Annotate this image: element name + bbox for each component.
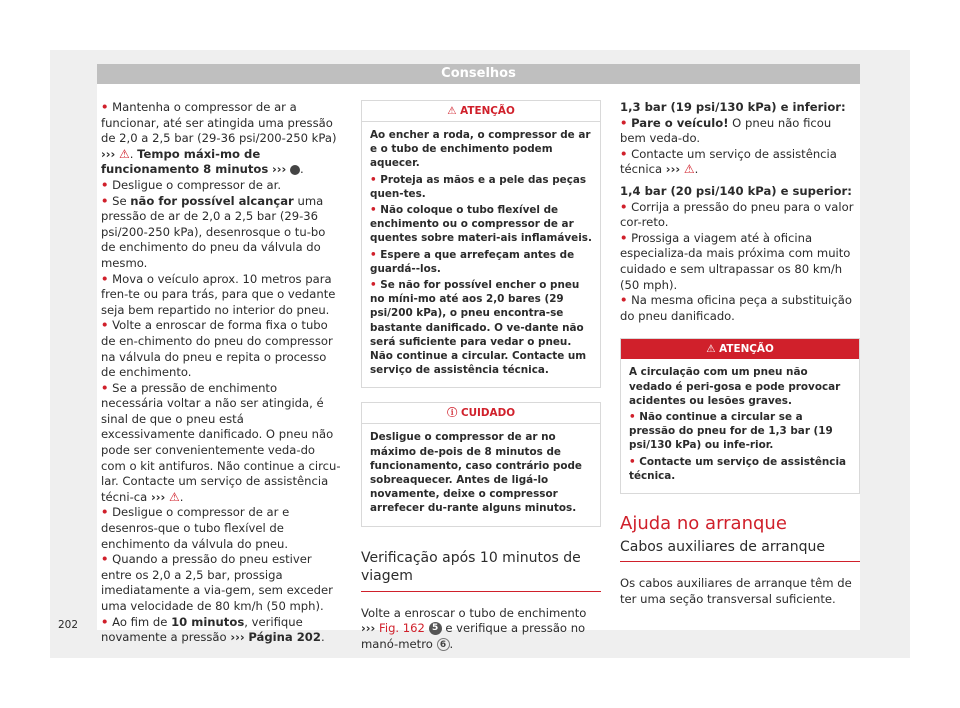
- list-item: • Quando a pressão do pneu estiver entre os 2,0 a 2,5 bar, prossiga imediatamente a via-gem, sem exceder uma velocidade de 80 km/h (50 mph).: [101, 552, 333, 613]
- warning-triangle-icon: ⚠: [447, 105, 457, 117]
- bullet-icon: •: [101, 552, 109, 567]
- warning-box-header: ⚠ ATENÇÃO: [362, 101, 600, 122]
- warning-triangle-icon[interactable]: ⚠: [683, 162, 695, 177]
- callout-number: 5: [429, 622, 442, 635]
- list-item: • Não continue a circular se a pressão do pneu for de 1,3 bar (19 psi/130 kPa) ou infe-rior.: [629, 410, 833, 452]
- list-item: • Espere a que arrefeçam antes de guardá--los.: [370, 248, 575, 275]
- list-item: • Proteja as mãos e a pele das peças quen-tes.: [370, 173, 587, 200]
- callout-number: 6: [437, 638, 450, 651]
- chapter-title: Ajuda no arranque: [620, 512, 787, 534]
- info-icon[interactable]: [290, 165, 300, 175]
- list-item: • Se não for possível encher o pneu no míni-mo até aos 2,0 bares (29 psi/200 kPa), o pneu encontra-se bastante danificado. O ve-dante não será suficiente para vedar o pneu. Não continue a circular. Contacte um serviço de assistência técnica.: [370, 279, 587, 377]
- bullet-icon: •: [101, 271, 109, 286]
- warning-box: ⚠ ATENÇÃO A circulação com um pneu não vedado é peri-gosa e pode provocar acidentes ou lesões graves. • Não continue a circular se a pressão do pneu for de 1,3 bar (19 psi/130 kPa) ou infe-rior. • Contacte um serviço de assistência técnica.: [620, 338, 860, 494]
- bullet-icon: •: [101, 614, 109, 629]
- list-item: • Se a pressão de enchimento necessária voltar a não ser atingida, é sinal de que o pneu está excessivamente danificado. O pneu não pode ser convenientemente veda-do com o kit antifuros. Não continue a circu-lar. Contacte um serviço de assistência técni-ca ››› ⚠.: [101, 380, 341, 504]
- caution-box-header: ⓘ CUIDADO: [362, 403, 600, 424]
- section-title: Cabos auxiliares de arranque: [620, 540, 860, 563]
- warning-triangle-icon: ⚠: [706, 343, 716, 356]
- column-2: [361, 100, 601, 652]
- paragraph: Volte a enroscar o tubo de enchimento ››› Fig. 162 5 e verifique a pressão no manó-metro 6 .: [361, 605, 587, 651]
- list-item: • Na mesma oficina peça a substituição do pneu danificado.: [620, 293, 852, 323]
- subheading: 1,3 bar (19 psi/130 kPa) e inferior:: [620, 100, 846, 114]
- caution-box: ⓘ CUIDADO Desligue o compressor de ar no máximo de-pois de 8 minutos de funcionamento, caso contrário pode sobreaquecer. Antes de ligá-lo novamente, deixe o compressor arrefecer du-rante alguns minutos.: [361, 402, 601, 526]
- list-item: • Prossiga a viagem até à oficina especializa-da mais próxima com muito cuidado e sem ultrapassar os 80 km/h (50 mph).: [620, 230, 851, 292]
- column-1: [101, 100, 341, 646]
- warning-triangle-icon[interactable]: ⚠: [169, 489, 180, 504]
- bullet-icon: •: [101, 505, 109, 520]
- list-item: • Contacte um serviço de assistência técnica ››› ⚠.: [620, 146, 837, 177]
- list-item: • Se não for possível alcançar uma pressão de ar de 2,0 a 2,5 bar (29-36 psi/200-250 kPa), desenrosque o tu-bo de enchimento do pneu da válvula do mesmo.: [101, 193, 326, 270]
- bullet-icon: •: [101, 318, 109, 333]
- list-item: • Volte a enroscar de forma fixa o tubo de en-chimento do pneu do compressor na válvula do pneu e repita o processo de enchimento.: [101, 318, 333, 380]
- list-item: • Mova o veículo aprox. 10 metros para fren-te ou para trás, para que o vedante seja bem repartido no interior do pneu.: [101, 271, 336, 317]
- subheading: 1,4 bar (20 psi/140 kPa) e superior:: [620, 183, 852, 198]
- list-item: • Ao fim de 10 minutos, verifique novamente a pressão ››› Página 202.: [101, 614, 325, 645]
- warning-triangle-icon[interactable]: ⚠: [119, 146, 130, 161]
- list-item: • Corrija a pressão do pneu para o valor cor-reto.: [620, 199, 854, 230]
- paragraph: Os cabos auxiliares de arranque têm de ter uma seção transversal suficiente.: [620, 576, 852, 606]
- list-item: • Desligue o compressor de ar e desenros-que o tubo flexível de enchimento da válvula do pneu.: [101, 505, 290, 551]
- page-number: 202: [58, 619, 79, 631]
- list-item: • Pare o veículo! O pneu não ficou bem veda-do.: [620, 115, 832, 146]
- bullet-icon: •: [101, 380, 109, 395]
- list-item: • Não coloque o tubo flexível de enchimento ou o compressor de ar quentes sobre materi-ais inflamáveis.: [370, 204, 592, 245]
- page-header: Conselhos: [97, 64, 860, 84]
- section-title: Verificação após 10 minutos de viagem: [361, 549, 601, 592]
- list-item: • Contacte um serviço de assistência técnica.: [629, 455, 847, 482]
- list-item: • Mantenha o compressor de ar a funcionar, até ser atingida uma pressão de 2,0 a 2,5 bar (29-36 psi/200-250 kPa) ››› ⚠. Tempo máxi-mo de funcionamento 8 minutos ››› .: [101, 100, 337, 177]
- figure-link[interactable]: Fig. 162: [379, 621, 425, 636]
- warning-box: ⚠ ATENÇÃO Ao encher a roda, o compressor de ar e o tubo de enchimento podem aquecer. • Proteja as mãos e a pele das peças quen-tes. • Não coloque o tubo flexível de enchimento ou o compressor de ar quentes sobre materi-ais inflamáveis. • Espere a que arrefeçam antes de guardá--los. • Se não for possível encher o pneu no míni-mo até aos 2,0 bares (29 psi/200 kPa), o pneu encontra-se bastante danificado. O ve-dante não será suficiente para vedar o pneu. Não continue a circular. Contacte um serviço de assistência técnica.: [361, 100, 601, 388]
- warning-box-header: ⚠ ATENÇÃO: [621, 339, 859, 359]
- bullet-icon: •: [101, 100, 109, 114]
- info-circle-icon: ⓘ: [446, 407, 458, 420]
- list-item: • Desligue o compressor de ar.: [101, 177, 282, 192]
- bullet-icon: •: [101, 177, 109, 192]
- page-link[interactable]: Página 202: [248, 630, 321, 645]
- bullet-icon: •: [101, 193, 109, 208]
- column-3: [620, 100, 860, 607]
